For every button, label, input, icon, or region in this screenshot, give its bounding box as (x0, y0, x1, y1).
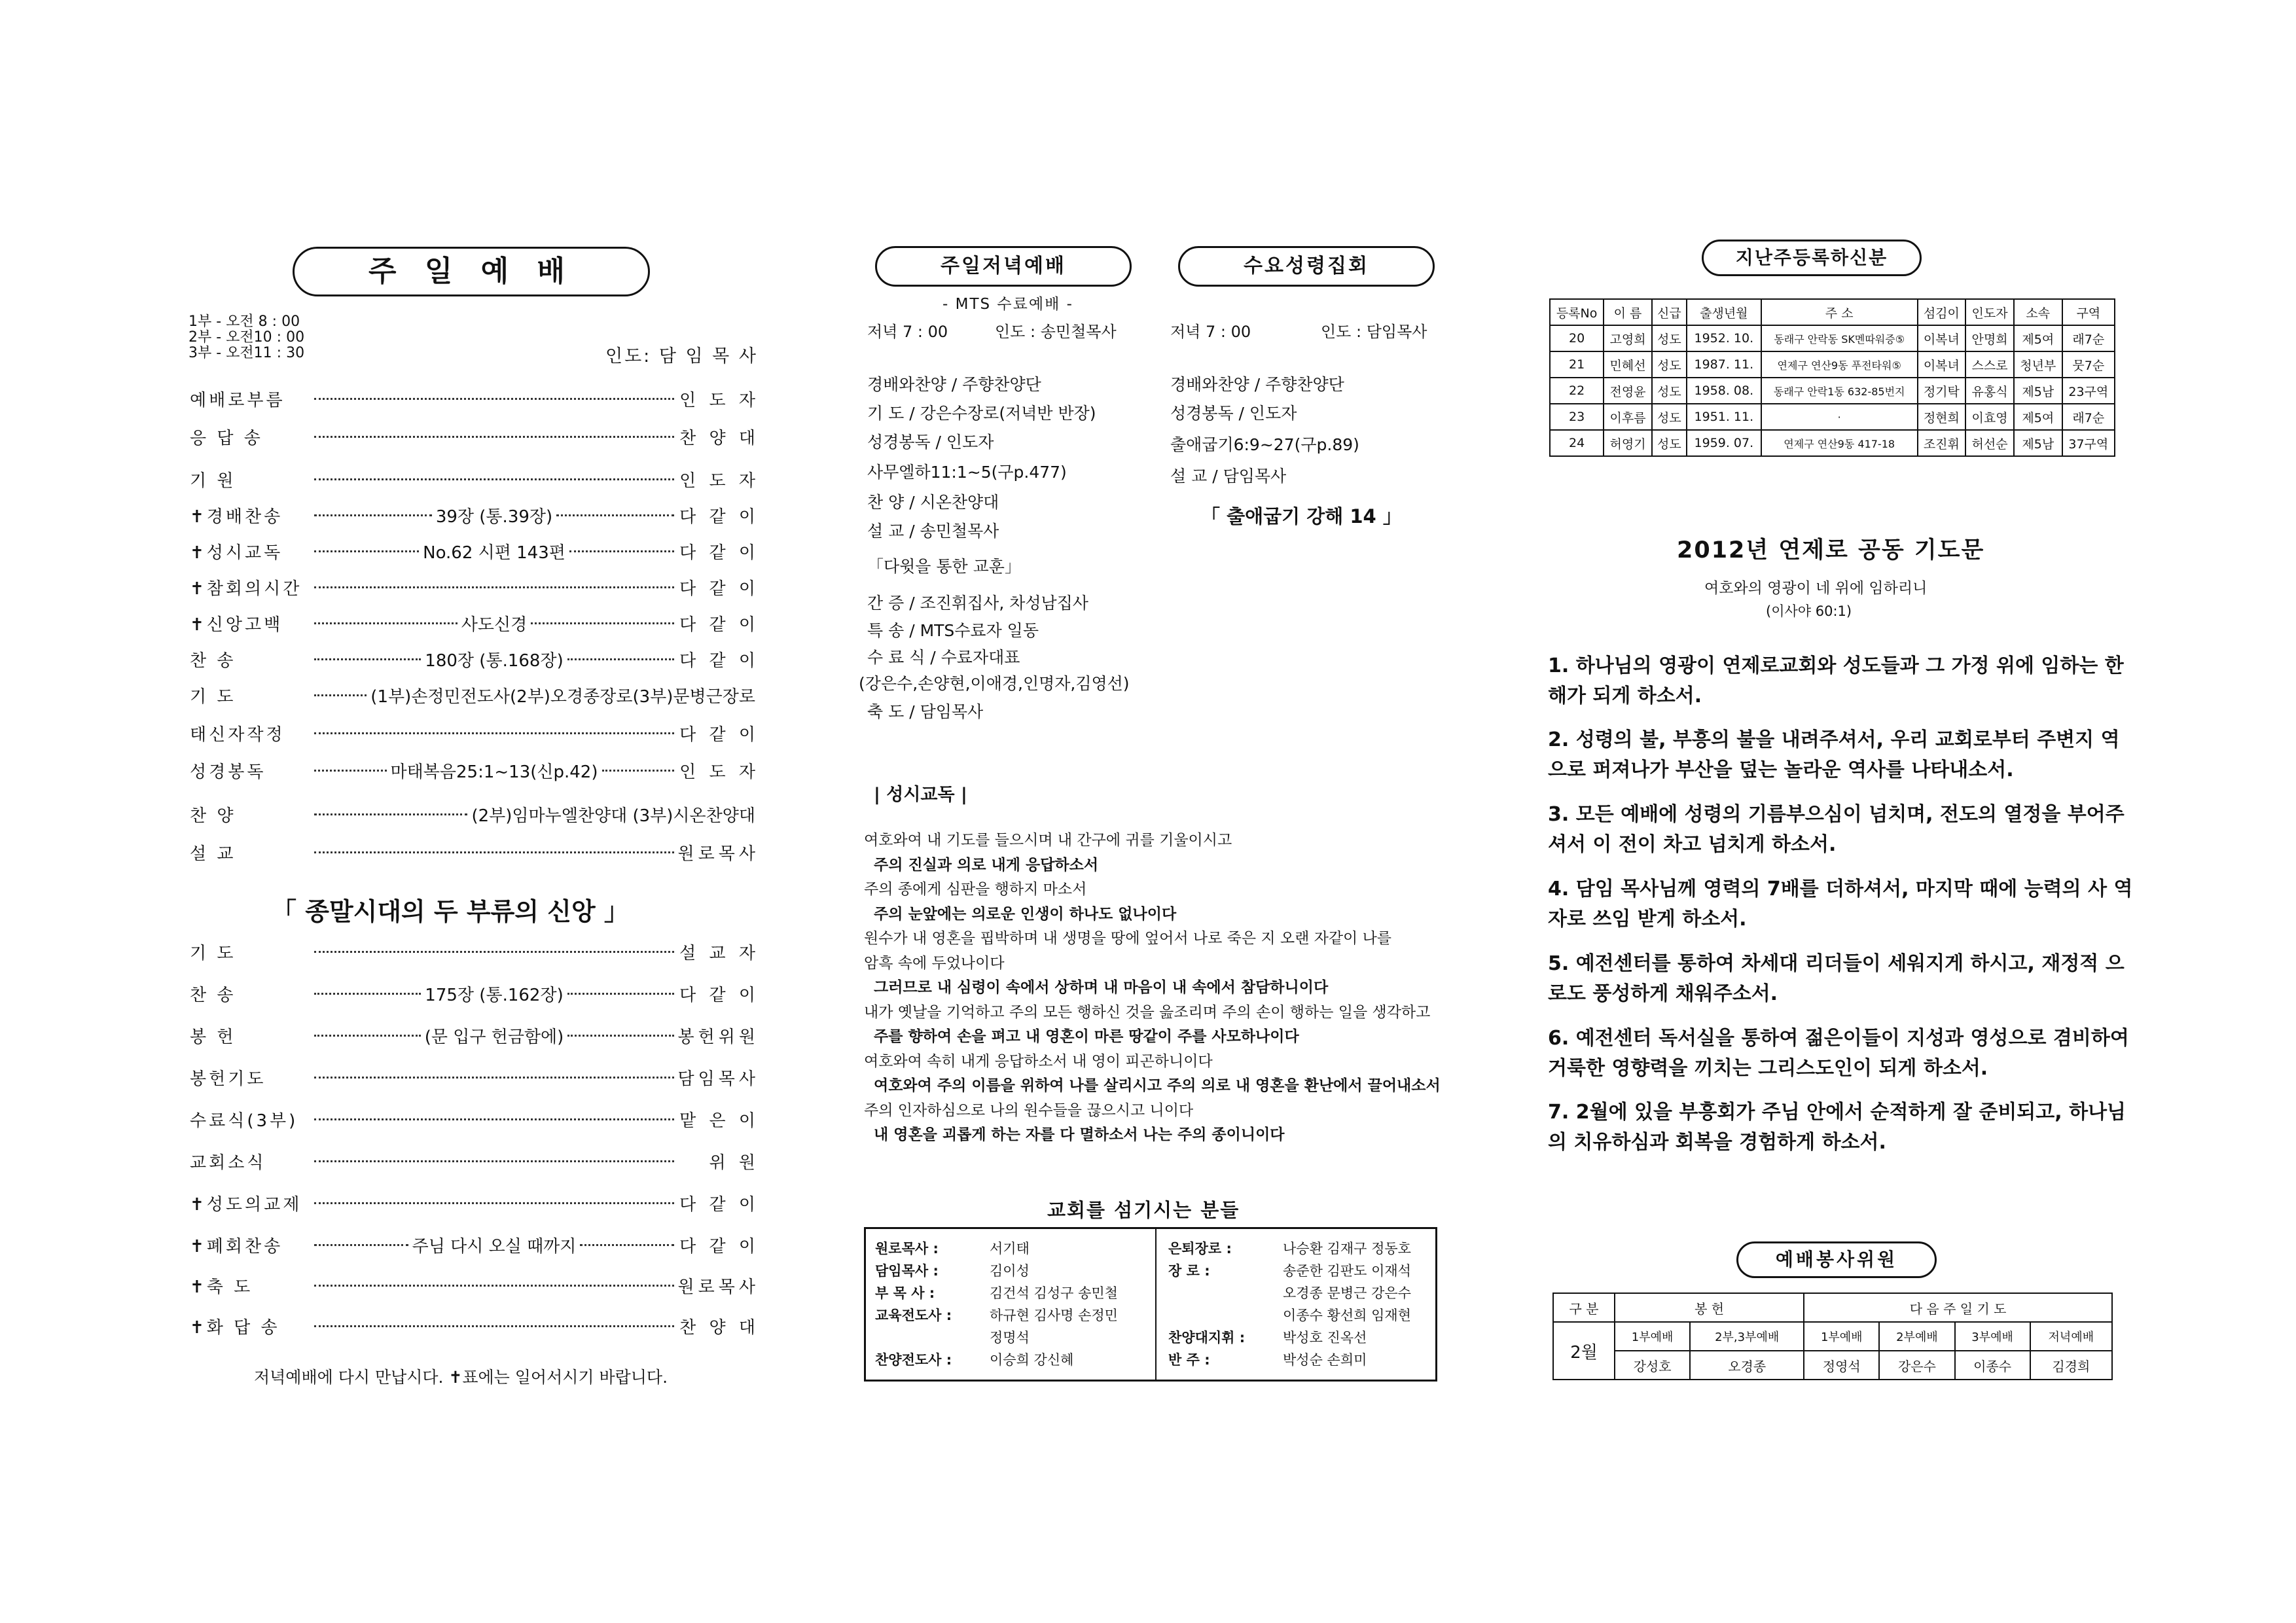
order-row (190, 1147, 759, 1175)
staff-role: 찬양전도사 : (875, 1352, 952, 1368)
order-label: ✝화 답 송 (190, 1317, 280, 1338)
evening-line: 경배와찬양 / 주향찬양단 (867, 375, 1041, 394)
verse-line: 주를 향하여 손을 펴고 내 영혼이 마른 땅같이 주를 사모하나이다 (874, 1028, 1299, 1045)
order-leader-dots (314, 683, 759, 707)
table-cell: 허영기 (1604, 430, 1652, 456)
staff-names: 나승환 김재구 정동호 (1283, 1241, 1411, 1257)
prayer-subtitle: 여호와의 영광이 네 위에 임하리니 (1704, 580, 1928, 597)
order-detail: (2부)임마누엘찬양대 (3부)시온찬양대 (467, 802, 759, 827)
order-label: ✝경배찬송 (190, 507, 283, 527)
order-performer: 원로목사 (677, 1277, 759, 1297)
table-cell: 제5여 (2014, 404, 2062, 430)
prayer-item: 4. 담임 목사님께 영력의 7배를 더하셔서, 마지막 때에 능력의 사 역자로 쓰임 받게 하소서. (1548, 878, 2133, 931)
order-row (190, 609, 759, 637)
verse-line: 여호와여 주의 이름을 위하여 나를 살리시고 주의 의로 내 영혼을 환난에서 끌어내소서 (874, 1077, 1441, 1094)
table-cell: 20 (1550, 325, 1604, 351)
staff-names: 서기태 (990, 1241, 1030, 1257)
evening-service-title: 주일저녁예배 (875, 246, 1132, 287)
prayer-item: 2. 성령의 불, 부흥의 불을 내려주셔서, 우리 교회로부터 주변지 역으로 퍼져나가 부산을 덮는 놀라운 역사를 나타내소서. (1548, 728, 2120, 781)
order-performer: 다 같 이 (679, 985, 759, 1005)
order-row (190, 719, 759, 747)
evening-line: 「다윗을 통한 교훈」 (867, 557, 1021, 576)
order-detail: 39장 (통.39장) (432, 503, 556, 527)
registration-header: 이 름 (1604, 299, 1652, 325)
prayer-item: 1. 하나님의 영광이 연제로교회와 성도들과 그 가정 위에 임하는 한 해가 되게 하소서. (1548, 654, 2124, 707)
staff-names: 하규현 김사명 손정민 (990, 1308, 1118, 1323)
order-row (190, 800, 759, 829)
staff-role: 반 주 : (1168, 1352, 1210, 1368)
order-label: ✝성도의교제 (190, 1194, 302, 1215)
table-cell: 허선순 (1965, 430, 2014, 456)
order-row (190, 1311, 759, 1340)
footer-note: 저녁예배에 다시 만납시다. ✝표에는 일어서시기 바랍니다. (254, 1368, 668, 1387)
order-label: 설 교 (190, 844, 236, 864)
order-label: 기 도 (190, 687, 236, 707)
table-cell: 스스로 (1965, 351, 2014, 378)
order-leader-dots (314, 539, 674, 563)
order-leader-dots (314, 758, 674, 783)
evening-line: (강은수,손양현,이애경,인명자,김영선) (859, 674, 1130, 693)
staff-names: 정명석 (990, 1330, 1030, 1346)
order-leader-dots (314, 732, 674, 734)
table-cell: 22 (1550, 378, 1604, 404)
registration-header: 신급 (1652, 299, 1687, 325)
registration-header: 구역 (2062, 299, 2115, 325)
service-subheader: 1부예배 (1615, 1322, 1690, 1351)
order-detail: 180장 (통.168장) (421, 647, 567, 671)
verse-line: 여호와여 속히 내게 응답하소서 내 영이 피곤하니이다 (864, 1052, 1213, 1070)
table-cell: 21 (1550, 351, 1604, 378)
table-cell: 37구역 (2062, 430, 2115, 456)
verse-line: 원수가 내 영혼을 핍박하며 내 생명을 땅에 엎어서 나로 죽은 지 오랜 자같이 나를 (864, 930, 1392, 947)
order-leader-dots (314, 647, 674, 671)
table-cell: 1958. 08. (1687, 378, 1761, 404)
staff-role: 부 목 사 : (875, 1285, 935, 1301)
service-name: 김경희 (2030, 1351, 2112, 1380)
order-detail: (문 입구 헌금함에) (421, 1024, 568, 1048)
table-cell: 성도 (1652, 351, 1687, 378)
order-performer: 찬 양 대 (679, 1317, 759, 1338)
table-cell: 제5여 (2014, 325, 2062, 351)
time-2: 2부 - 오전10 : 00 (188, 329, 305, 346)
prayer-reference: (이사야 60:1) (1766, 603, 1852, 619)
verse-line: 주의 종에게 심판을 행하지 마소서 (864, 881, 1087, 898)
order-leader-dots (314, 982, 674, 1006)
service-leader: 인도: 담 임 목 사 (605, 346, 758, 366)
staff-role: 은퇴장로 : (1168, 1241, 1232, 1257)
staff-names: 이승희 강신혜 (990, 1352, 1074, 1368)
service-name: 강성호 (1615, 1351, 1690, 1380)
order-leader-dots (314, 503, 674, 527)
order-label: ✝신앙고백 (190, 615, 283, 635)
order-performer: 위 원 (709, 1152, 759, 1173)
evening-sub: - MTS 수료예배 - (942, 296, 1073, 313)
table-cell: 청년부 (2014, 351, 2062, 378)
order-label: 응 답 송 (190, 428, 263, 448)
order-row (190, 1063, 759, 1092)
order-performer: 다 같 이 (679, 651, 759, 671)
table-cell: 성도 (1652, 404, 1687, 430)
wednesday-service-title: 수요성령집회 (1178, 246, 1435, 287)
table-cell: 민혜선 (1604, 351, 1652, 378)
order-row (190, 979, 759, 1008)
order-performer: 봉헌위원 (677, 1027, 759, 1047)
registration-title: 지난주등록하신분 (1702, 240, 1922, 276)
evening-line: 축 도 / 담임목사 (867, 702, 984, 721)
evening-line: 기 도 / 강은수장로(저녁반 반장) (867, 404, 1096, 423)
staff-divider (1155, 1229, 1157, 1380)
time-3: 3부 - 오전11 : 30 (188, 345, 305, 361)
evening-leader: 인도 : 송민철목사 (995, 323, 1117, 341)
order-leader-dots (314, 436, 674, 438)
staff-role: 장 로 : (1168, 1263, 1210, 1279)
table-cell: 래7순 (2062, 404, 2115, 430)
table-cell: 고영희 (1604, 325, 1652, 351)
order-row (190, 1271, 759, 1300)
order-detail: (1부)손정민전도사(2부)오경종장로(3부)문병근장로 (367, 683, 759, 707)
evening-line: 수 료 식 / 수료자대표 (867, 648, 1020, 667)
order-label: ✝참회의시간 (190, 579, 302, 599)
table-row (1550, 430, 2115, 456)
order-detail: 마태복음25:1~13(신p.42) (387, 758, 602, 783)
order-row (190, 1105, 759, 1133)
registration-header: 등록No (1550, 299, 1604, 325)
sermon-title: 「 종말시대의 두 부류의 신앙 」 (272, 897, 629, 926)
service-name: 이종수 (1955, 1351, 2030, 1380)
order-label: 예배로부름 (190, 390, 285, 410)
prayer-item: 5. 예전센터를 통하여 차세대 리더들이 세워지게 하시고, 재정적 으로도 풍성하게 채워주소서. (1548, 952, 2125, 1005)
table-row (1550, 351, 2115, 378)
h-offer: 봉 헌 (1615, 1293, 1804, 1322)
order-label: 찬 양 (190, 806, 236, 826)
table-cell: 뭇7순 (2062, 351, 2115, 378)
order-leader-dots (314, 398, 674, 400)
order-performer: 맡 은 이 (679, 1111, 759, 1131)
order-performer: 인 도 자 (679, 390, 759, 410)
order-label: 성경봉독 (190, 762, 266, 782)
order-row (190, 422, 759, 451)
service-subheader: 1부예배 (1804, 1322, 1879, 1351)
evening-line: 찬 양 / 시온찬양대 (867, 493, 999, 512)
staff-role: 교육전도사 : (875, 1308, 952, 1323)
registration-header: 섬김이 (1918, 299, 1966, 325)
order-performer: 찬 양 대 (679, 428, 759, 448)
staff-role: 찬양대지휘 : (1168, 1330, 1246, 1346)
table-row (1550, 378, 2115, 404)
wednesday-line: 경배와찬양 / 주향찬양단 (1170, 375, 1344, 394)
table-cell: 제5남 (2014, 378, 2062, 404)
table-cell: 전영윤 (1604, 378, 1652, 404)
table-cell: 성도 (1652, 430, 1687, 456)
staff-names: 김건석 김성구 송민철 (990, 1285, 1118, 1301)
evening-line: 설 교 / 송민철목사 (867, 522, 999, 541)
order-leader-dots (314, 478, 674, 480)
table-cell: 제5남 (2014, 430, 2062, 456)
verse-line: 내 영혼을 괴롭게 하는 자를 다 멸하소서 나는 주의 종이니이다 (874, 1126, 1285, 1143)
registration-header: 인도자 (1965, 299, 2014, 325)
service-subheader: 2부,3부예배 (1690, 1322, 1804, 1351)
evening-line: 사무엘하11:1~5(구p.477) (867, 463, 1067, 482)
table-cell: 1987. 11. (1687, 351, 1761, 378)
order-performer: 다 같 이 (679, 579, 759, 599)
staff-names: 김이성 (990, 1263, 1030, 1279)
order-performer: 다 같 이 (679, 1194, 759, 1215)
order-label: 봉헌기도 (190, 1069, 266, 1089)
table-cell: 정현희 (1918, 404, 1966, 430)
service-times (188, 314, 304, 361)
order-leader-dots (314, 1077, 674, 1079)
table-cell: · (1761, 404, 1918, 430)
verse-line: 주의 인자하심으로 나의 원수들을 끊으시고 니이다 (864, 1101, 1194, 1119)
table-cell: 유홍식 (1965, 378, 2014, 404)
order-performer: 인 도 자 (679, 471, 759, 491)
order-label: ✝축 도 (190, 1277, 253, 1297)
order-row (190, 681, 759, 709)
order-row (190, 756, 759, 785)
order-leader-dots (314, 1024, 674, 1048)
verse-line: 그러므로 내 심령이 속에서 상하며 내 마음이 내 속에서 참담하니이다 (874, 979, 1329, 996)
h-pray: 다 음 주 일 기 도 (1804, 1293, 2112, 1322)
table-cell: 1952. 10. (1687, 325, 1761, 351)
evening-time: 저녁 7 : 00 (867, 323, 948, 341)
table-cell: 연제구 연산9동 푸전타워⑤ (1761, 351, 1918, 378)
order-row (190, 501, 759, 529)
order-leader-dots (314, 1233, 674, 1257)
registration-header: 소속 (2014, 299, 2062, 325)
order-row (190, 645, 759, 673)
table-row (1550, 325, 2115, 351)
order-detail: No.62 시편 143편 (419, 539, 569, 563)
order-label: 교회소식 (190, 1152, 266, 1173)
verse-line: 여호와여 내 기도를 들으시며 내 간구에 귀를 기울이시고 (864, 832, 1232, 849)
verse-line: 내가 옛날을 기억하고 주의 모든 행하신 것을 읊조리며 주의 손이 행하는 일을 생각하고 (864, 1003, 1431, 1021)
table-cell: 정기탁 (1918, 378, 1966, 404)
service-name: 오경종 (1690, 1351, 1804, 1380)
wednesday-sermon: 「 출애굽기 강해 14 」 (1201, 505, 1402, 527)
registration-table (1549, 298, 2115, 457)
table-cell: 동래구 안락1동 632-85번지 (1761, 378, 1918, 404)
verse-line: 주의 눈앞에는 의로운 인생이 하나도 없나이다 (874, 905, 1177, 923)
order-performer: 다 같 이 (679, 724, 759, 745)
order-label: 기 도 (190, 943, 236, 963)
table-cell: 23구역 (2062, 378, 2115, 404)
table-cell: 연제구 연산9동 417-18 (1761, 430, 1918, 456)
order-label: 기 원 (190, 471, 236, 491)
order-leader-dots (314, 1202, 674, 1204)
order-performer: 담임목사 (677, 1069, 759, 1089)
service-committee-table (1552, 1293, 2113, 1380)
prayer-item: 3. 모든 예배에 성령의 기름부으심이 넘치며, 전도의 열정을 부어주셔서 이 전이 차고 넘치게 하소서. (1548, 803, 2125, 856)
order-label: 봉 헌 (190, 1027, 236, 1047)
order-performer: 원로목사 (677, 844, 759, 864)
order-label: 태신자작정 (190, 724, 285, 745)
evening-line: 특 송 / MTS수료자 일동 (867, 621, 1039, 640)
order-leader-dots (314, 802, 759, 827)
evening-line: 성경봉독 / 인도자 (867, 433, 994, 452)
time-1: 1부 - 오전 8 : 00 (188, 313, 300, 330)
order-label: ✝성시교독 (190, 543, 283, 563)
staff-names: 송준한 김판도 이재석 (1283, 1263, 1411, 1279)
order-leader-dots (314, 1160, 674, 1162)
table-cell: 이효영 (1965, 404, 2014, 430)
service-name: 강은수 (1879, 1351, 1954, 1380)
registration-header-row (1550, 299, 2115, 325)
staff-title: 교회를 섬기시는 분들 (1047, 1199, 1240, 1221)
order-leader-dots (314, 586, 674, 588)
order-leader-dots (314, 1325, 674, 1327)
order-row (190, 384, 759, 413)
order-label: 수료식(3부) (190, 1111, 298, 1131)
table-cell: 성도 (1652, 378, 1687, 404)
order-label: ✝폐회찬송 (190, 1236, 283, 1257)
order-performer: 인 도 자 (679, 762, 759, 782)
wednesday-line: 설 교 / 담임목사 (1170, 467, 1287, 486)
order-row (190, 573, 759, 601)
verse-line: 암흑 속에 두었나이다 (864, 954, 1005, 972)
order-row (190, 838, 759, 866)
order-row (190, 465, 759, 493)
table-cell: 안명희 (1965, 325, 2014, 351)
registration-header: 주 소 (1761, 299, 1918, 325)
table-cell: 1959. 07. (1687, 430, 1761, 456)
table-cell: 이복녀 (1918, 325, 1966, 351)
order-detail: 175장 (통.162장) (421, 982, 567, 1006)
evening-line: 간 증 / 조진휘집사, 차성남집사 (867, 594, 1088, 613)
service-committee-title: 예배봉사위원 (1736, 1241, 1937, 1278)
order-performer: 다 같 이 (679, 615, 759, 635)
table-cell: 24 (1550, 430, 1604, 456)
table-cell: 이후름 (1604, 404, 1652, 430)
order-row (190, 537, 759, 565)
table-cell: 성도 (1652, 325, 1687, 351)
staff-names: 박성호 진옥선 (1283, 1330, 1367, 1346)
registration-header: 출생년월 (1687, 299, 1761, 325)
staff-role: 담임목사 : (875, 1263, 939, 1279)
order-label: 찬 송 (190, 985, 236, 1005)
verse-line: 주의 진실과 의로 내게 응답하소서 (874, 856, 1099, 874)
wednesday-line: 성경봉독 / 인도자 (1170, 404, 1297, 423)
table-cell: 동래구 안락동 SK멘따워증⑤ (1761, 325, 1918, 351)
order-detail: 주님 다시 오실 때까지 (408, 1233, 581, 1257)
order-performer: 다 같 이 (679, 507, 759, 527)
table-cell: 1951. 11. (1687, 404, 1761, 430)
wednesday-time: 저녁 7 : 00 (1170, 323, 1251, 341)
month-cell: 2월 (1553, 1322, 1615, 1380)
staff-role: 원로목사 : (875, 1241, 939, 1257)
order-leader-dots (314, 1285, 674, 1287)
staff-names: 박성순 손희미 (1283, 1352, 1367, 1368)
order-leader-dots (314, 1118, 674, 1120)
order-leader-dots (314, 851, 674, 853)
table-cell: 조진휘 (1918, 430, 1966, 456)
order-row (190, 1230, 759, 1259)
service-subheader: 2부예배 (1879, 1322, 1954, 1351)
responsive-reading-title: | 성시교독 | (874, 785, 967, 805)
order-row (190, 1021, 759, 1050)
order-row (190, 937, 759, 966)
service-name: 정영석 (1804, 1351, 1879, 1380)
order-label: 찬 송 (190, 651, 236, 671)
staff-names: 이종수 황선희 임재현 (1283, 1308, 1411, 1323)
order-leader-dots (314, 951, 674, 953)
order-performer: 설 교 자 (679, 943, 759, 963)
order-detail: 사도신경 (457, 611, 531, 635)
table-cell: 래7순 (2062, 325, 2115, 351)
table-cell: 23 (1550, 404, 1604, 430)
staff-names: 오경종 문병근 강은수 (1283, 1285, 1411, 1301)
order-row (190, 1188, 759, 1217)
table-row (1550, 404, 2115, 430)
prayer-item: 6. 예전센터 독서실을 통하여 젊은이들이 지성과 영성으로 겸비하여 거룩한 영향력을 끼치는 그리스도인이 되게 하소서. (1548, 1027, 2129, 1080)
wednesday-leader: 인도 : 담임목사 (1321, 323, 1427, 341)
staff-box (864, 1227, 1437, 1382)
main-service-title: 주 일 예 배 (293, 247, 650, 296)
service-subheader: 3부예배 (1955, 1322, 2030, 1351)
service-subheader: 저녁예배 (2030, 1322, 2112, 1351)
table-cell: 이복녀 (1918, 351, 1966, 378)
wednesday-line: 출애굽기6:9~27(구p.89) (1170, 435, 1359, 454)
order-leader-dots (314, 611, 674, 635)
prayer-title: 2012년 연제로 공동 기도문 (1677, 537, 1985, 563)
order-performer: 다 같 이 (679, 1236, 759, 1257)
h-group: 구 분 (1553, 1293, 1615, 1322)
order-performer: 다 같 이 (679, 543, 759, 563)
prayer-item: 7. 2월에 있을 부흥회가 주님 안에서 순적하게 잘 준비되고, 하나님 의 치유하심과 회복을 경험하게 하소서. (1548, 1101, 2126, 1154)
